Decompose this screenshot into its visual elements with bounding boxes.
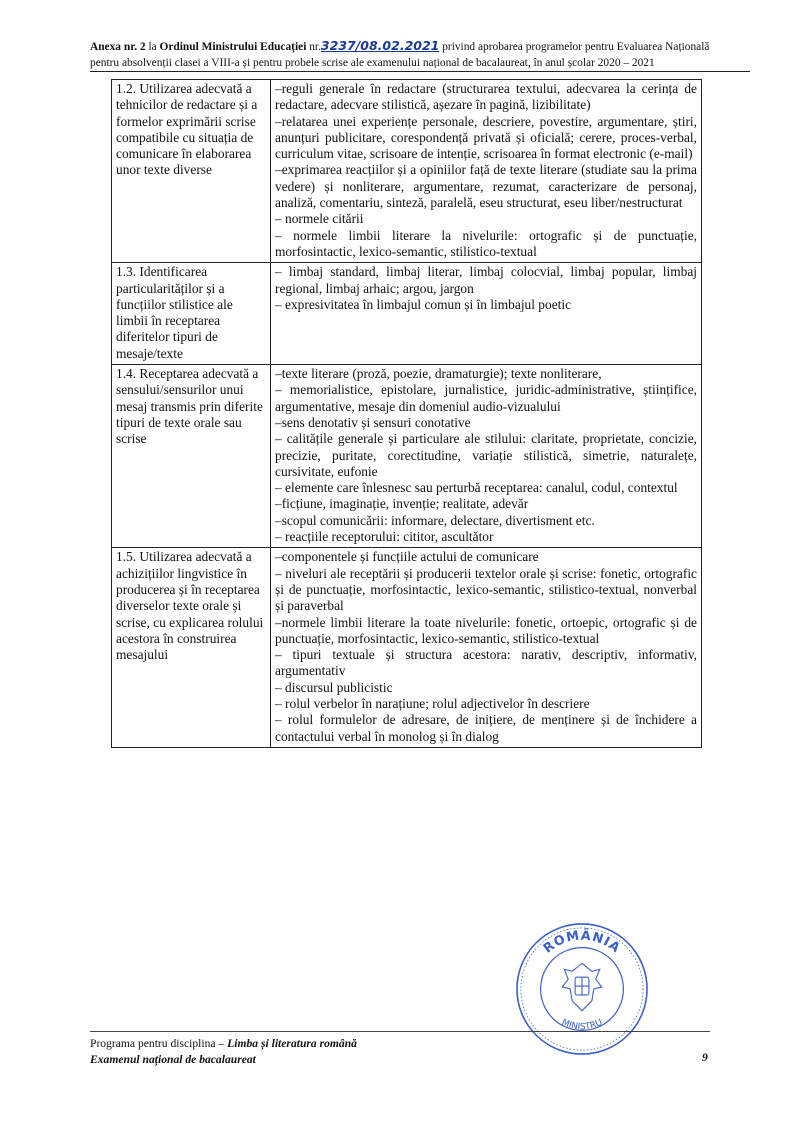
order-nr-label: nr. [306,41,321,53]
order-label: Ordinul Ministrului Educației [159,41,307,53]
page-number: 9 [702,1051,708,1064]
table-row [112,548,702,748]
content-item: – discursul publicistic [275,679,393,695]
competences-table [111,79,702,748]
content-item: – expresivitatea în limbajul comun și în limbajul poetic [275,296,572,312]
footer-exam: Examenul național de bacalaureat [90,1053,256,1066]
content-item: –exprimarea reacțiilor și a opiniilor față de texte literare (studiate sau la prima vedere) și nonliterare, argumentare, rezumat, caracterizare de personaj, analiză, comentariu, sinteză, paralelă, eseu structurat, eseu liber/nestructurat [275,162,697,211]
content-item: –normele limbii literare la toate nivelurile: fonetic, ortoepic, ortografic și de punctuație, morfosintactic, lexico-semantic, stilistico-textual [275,614,697,646]
table-row [112,80,702,263]
content-item: –relatarea unei experiențe personale, descriere, povestire, argumentare, știri, anunțuri publicitare, corespondență privată și oficială; cerere, proces-verbal, curriculum vitae, scrisoare de intenție, scrisoarea în format electronic (e-mail) [275,113,697,162]
footer-program-prefix: Programa pentru disciplina – [90,1037,228,1050]
stamp-bottom-text: MINISTRU [559,1017,605,1033]
content-item: –scopul comunicării: informare, delectare, divertisment etc. [275,512,595,528]
table-row [112,365,702,548]
footer-program-line [90,1036,710,1052]
content-cell [271,548,702,748]
coat-of-arms-icon [562,963,601,1010]
stamp-top-text: ROMÂNIA [540,928,624,957]
table-row [112,263,702,365]
header-line-2: pentru absolvenții clasei a VIII-a și pentru probele scrise ale examenului național de bacalaureat, în anul școlar 2020 – 2021 [90,55,750,72]
content-cell [271,263,702,365]
content-item: –sens denotativ și sensuri conotative [275,414,471,430]
content-item: – normele limbii literare la nivelurile: ortografic și de punctuație, morfosintactic, lexico-semantic, stilistico-textual [275,227,697,259]
competence-cell: 1.2. Utilizarea adecvată a tehnicilor de redactare și a formelor exprimării scrise compatibile cu situația de comunicare în elaborarea unor texte diverse [112,80,271,263]
content-item: – elemente care înlesnesc sau perturbă receptarea: canalul, codul, contextul [275,480,678,496]
annex-label: Anexa nr. 2 [90,41,146,53]
content-item: –ficțiune, imaginație, invenție; realitate, adevăr [275,496,529,512]
handwritten-order-number: 3237/08.02.2021 [320,38,440,53]
content-item: – limbaj standard, limbaj literar, limbaj colocvial, limbaj popular, limbaj regional, limbaj arhaic; argou, jargon [275,264,697,296]
content-item: – niveluri ale receptării și producerii textelor orale și scrise: fonetic, ortografic și de punctuație, morfosintactic, lexico-semantic, stilistico-textual, nonverbal și paraverbal [275,565,697,614]
competence-cell: 1.4. Receptarea adecvată a sensului/sensurilor unui mesaj transmis prin diferite tipuri de texte orale sau scrise [112,365,271,548]
content-cell [271,365,702,548]
content-item: – rolul formulelor de adresare, de inițiere, de menținere și de închidere a contactului verbal în monolog și în dialog [275,712,697,744]
content-cell [271,80,702,263]
content-item: – reacțiile receptorului: cititor, ascultător [275,529,494,545]
page-footer [90,1031,710,1068]
content-item: – rolul verbelor în narațiune; rolul adjectivelor în descriere [275,695,590,711]
footer-discipline: Limba și literatura română [227,1037,357,1050]
page-header [90,38,750,72]
content-item: –texte literare (proză, poezie, dramaturgie); texte nonliterare, [275,366,602,382]
header-la: la [145,41,160,53]
header-rest: privind aprobarea programelor pentru Evaluarea Națională [439,41,710,53]
content-item: –reguli generale în redactare (structurarea textului, adecvarea la cerința de redactare, adecvare stilistică, așezare în pagină, lizibilitate) [275,81,697,113]
content-item: – calitățile generale și particulare ale stilului: claritate, proprietate, concizie, precizie, puritate, corectitudine, variație stilistică, simetrie, naturalețe, cursivitate, eufonie [275,431,697,479]
content-item: – tipuri textuale și structura acestora: narativ, descriptiv, informativ, argumentativ [275,647,697,679]
header-line-1 [90,38,750,55]
competence-cell: 1.5. Utilizarea adecvată a achizițiilor lingvistice în producerea și în receptarea diverselor texte orale și scrise, cu explicarea rolului acestora în construirea mesajului [112,548,271,748]
content-item: – memorialistice, epistolare, jurnalistice, juridic-administrative, științifice, argumentative, mesaje din domeniul audio-vizualului [275,382,697,414]
content-item: – normele citării [275,211,364,227]
competence-cell: 1.3. Identificarea particularităților și a funcțiilor stilistice ale limbii în receptarea diferitelor tipuri de mesaje/texte [112,263,271,365]
content-item: –componentele și funcțiile actului de comunicare [275,549,539,565]
